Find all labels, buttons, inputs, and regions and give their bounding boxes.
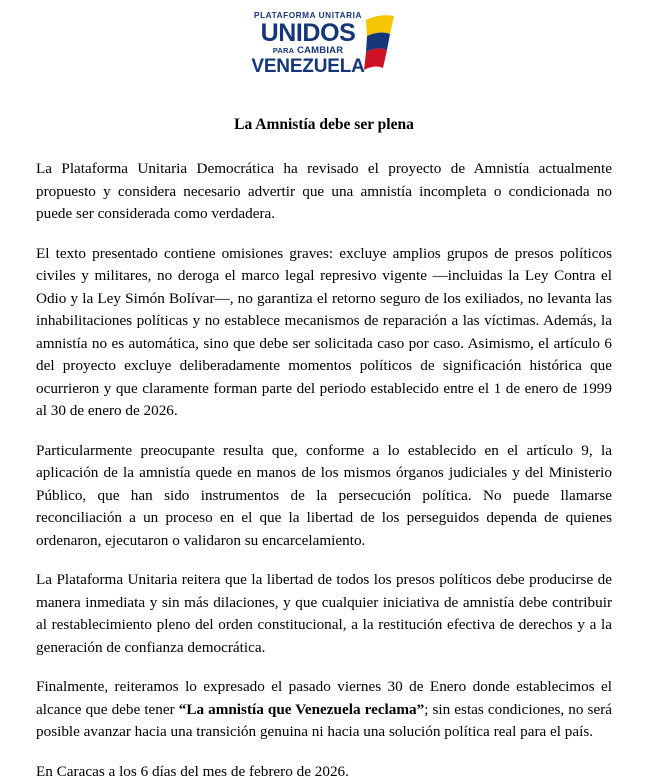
logo-line-unidos: UNIDOS [250, 21, 366, 46]
logo-line-plataforma: PLATAFORMA UNITARIA [250, 12, 366, 20]
page-title: La Amnistía debe ser plena [32, 116, 616, 134]
paragraph-final [36, 676, 612, 744]
closing-line: En Caracas a los 6 días del mes de febrero de 2026. [36, 761, 612, 783]
logo-line-para-cambiar [250, 46, 366, 56]
document-body [32, 158, 616, 783]
paragraph-3: Particularmente preocupante resulta que, conforme a lo establecido en el artículo 9, la aplicación de la amnistía quede en manos de los mismos órganos judiciales y del Ministerio Público, que han sido instrumentos de la persecución política. No puede llamarse reconciliación a un proceso en el que la libertad de los perseguidos dependa de quienes ordenaron, ejecutaron o validaron su encarcelamiento. [36, 440, 612, 553]
logo-word-cambiar: CAMBIAR [297, 45, 343, 56]
final-text-highlight: “La amnistía que Venezuela reclama” [179, 701, 424, 718]
logo-line-venezuela: VENEZUELA [250, 57, 366, 76]
paragraph-4: La Plataforma Unitaria reitera que la libertad de todos los presos políticos debe producirse de manera inmediata y sin más dilaciones, y que cualquier iniciativa de amnistía debe contribuir al restablecimiento pleno del orden constitucional, a la restitución efectiva de derechos y a la generación de confianza democrática. [36, 569, 612, 659]
final-text-before: Finalmente, reiteramos lo expresado el pasado viernes 30 de Enero donde establecimos el alcance que debe tener [36, 678, 612, 718]
final-text-after: ; sin estas condiciones, no será posible avanzar hacia una transición genuina ni hacia una solución política real para el país. [36, 701, 612, 741]
logo-word-para: PARA [273, 46, 295, 55]
organization-logo [32, 0, 616, 90]
paragraph-1: La Plataforma Unitaria Democrática ha revisado el proyecto de Amnistía actualmente propuesto y considera necesario advertir que una amnistía incompleta o condicionada no puede ser considerada como verdadera. [36, 158, 612, 226]
logo-mark [250, 12, 398, 84]
logo-wordmark [250, 12, 366, 76]
paragraph-2: El texto presentado contiene omisiones graves: excluye amplios grupos de presos políticos civiles y militares, no deroga el marco legal represivo vigente —incluidas la Ley Contra el Odio y la Ley Simón Bolívar—, no garantiza el retorno seguro de los exiliados, no levanta las inhabilitaciones políticas y no establece mecanismos de reparación a las víctimas. Además, la amnistía no es automática, sino que debe ser solicitada caso por caso. Asimismo, el artículo 6 del proyecto excluye deliberadamente momentos políticos de significación histórica que ocurrieron y que claramente forman parte del periodo establecido entre el 1 de enero de 1999 al 30 de enero de 2026. [36, 243, 612, 423]
flag-icon [364, 14, 398, 72]
